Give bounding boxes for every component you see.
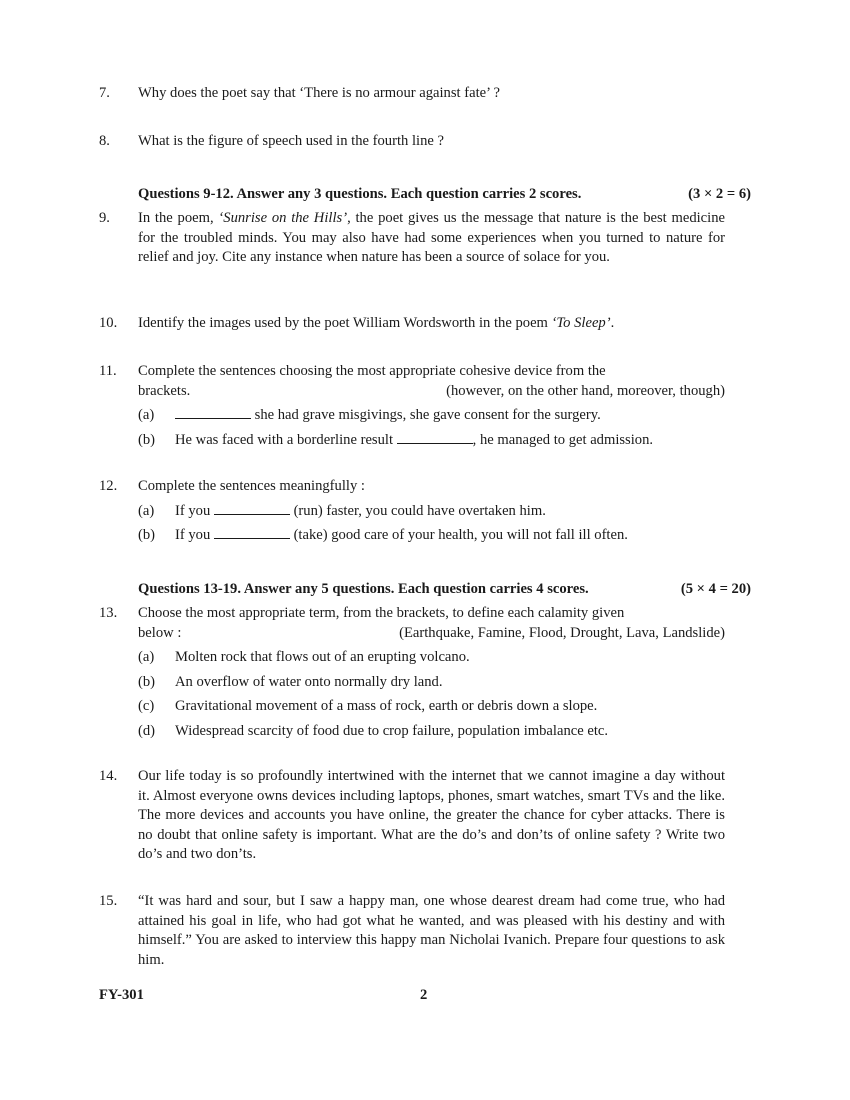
question-text: In the poem, ‘Sunrise on the Hills’, the poet gives us the message that nature is the best medicine for the troubled minds. You may also have had some experiences when you turned to nature for relief and joy. Cite any instance when nature has been a source of solace for you. [138, 210, 725, 265]
question-text: Choose the most appropriate term, from the brackets, to define each calamity given below : (Earthquake, Famine, Flood, Drought, Lava, Landslide) (a) Molten rock that flows out of an erupting volcano. (b) An overflow of water onto normally dry land. (c) Gravitational movement of a mass of rock, earth or debris down a slope. (d) Widespread scarcity of food due to crop failure, population imbalance etc. [138, 604, 725, 741]
question-number: 15. [99, 893, 118, 909]
sub-question-c: (c) Gravitational movement of a mass of rock, earth or debris down a slope. [138, 697, 725, 717]
section-instructions: Questions 9-12. Answer any 3 questions. Each question carries 2 scores. [138, 186, 582, 202]
answer-blank [214, 526, 290, 539]
sub-label: (b) [138, 527, 156, 543]
question-8 [99, 132, 725, 152]
sub-label: (a) [138, 649, 155, 665]
page-number: 2 [420, 987, 428, 1003]
sub-label: (d) [138, 722, 156, 739]
question-number: 9. [99, 210, 110, 226]
question-7 [99, 84, 725, 104]
question-15 [99, 892, 725, 970]
sub-question-b: (b) He was faced with a borderline result , he managed to get admission. [138, 431, 725, 451]
sub-question-a: (a) If you (run) faster, you could have overtaken him. [138, 502, 725, 522]
question-text: Complete the sentences choosing the most appropriate cohesive device from the brackets. (however, on the other hand, moreover, though) (a) she had grave misgivings, she gave consent for the surgery. (b) He was faced with a borderline result , he managed to get admission. [138, 362, 725, 450]
sub-question-d: (d) Widespread scarcity of food due to crop failure, population imbalance etc. [138, 722, 725, 742]
section-marks: (5 × 4 = 20) [680, 581, 751, 597]
answer-blank [175, 406, 251, 419]
section-heading-9-12 [138, 185, 751, 205]
question-text: Identify the images used by the poet William Wordsworth in the poem ‘To Sleep’. [138, 315, 615, 331]
options-list: (Earthquake, Famine, Flood, Drought, Lava, Landslide) [399, 624, 725, 641]
question-text: Our life today is so profoundly intertwined with the internet that we cannot imagine a day without it. Almost everyone owns devices including laptops, phones, smart watches, smart TVs and the like. The more devices and accounts you have online, the greater the chance for cyber attacks. There is no doubt that online safety is important. What are the do’s and don’ts of online safety ? Write two do’s and two don’ts. [138, 768, 725, 862]
section-marks: (3 × 2 = 6) [688, 186, 751, 202]
sub-label: (a) [138, 502, 155, 519]
sub-question-a: (a) Molten rock that flows out of an erupting volcano. [138, 648, 725, 668]
sub-label: (c) [138, 698, 155, 714]
question-number: 11. [99, 363, 117, 379]
options-list: (however, on the other hand, moreover, though) [446, 382, 725, 399]
question-11 [99, 362, 725, 450]
question-number: 7. [99, 85, 110, 101]
answer-blank [214, 502, 290, 515]
poem-title: ‘Sunrise on the Hills’ [218, 210, 348, 226]
question-9 [99, 209, 725, 268]
question-text: Why does the poet say that ‘There is no armour against fate’ ? [138, 85, 501, 101]
sub-question-b: (b) An overflow of water onto normally dry land. [138, 673, 725, 693]
answer-blank [397, 431, 473, 444]
sub-label: (a) [138, 407, 155, 423]
question-14 [99, 767, 725, 865]
sub-question-a: (a) she had grave misgivings, she gave consent for the surgery. [138, 406, 725, 426]
question-text: What is the figure of speech used in the fourth line ? [138, 133, 444, 149]
sub-question-b: (b) If you (take) good care of your health, you will not fall ill often. [138, 526, 725, 546]
sub-label: (b) [138, 431, 156, 448]
question-13 [99, 604, 725, 741]
question-number: 13. [99, 605, 118, 621]
sub-label: (b) [138, 673, 156, 690]
question-number: 14. [99, 768, 118, 784]
question-text: Complete the sentences meaningfully : (a) If you (run) faster, you could have overtaken him. (b) If you (take) good care of your health, you will not fall ill often. [138, 477, 725, 546]
question-text: “It was hard and sour, but I saw a happy man, one whose dearest dream had come true, who had attained his goal in life, who had got what he wanted, and was pleased with his destiny and with himself.” You are asked to interview this happy man Nicholai Ivanich. Prepare four questions to ask him. [138, 893, 725, 968]
question-10 [99, 314, 725, 334]
question-number: 10. [99, 315, 118, 331]
section-instructions: Questions 13-19. Answer any 5 questions. Each question carries 4 scores. [138, 581, 589, 597]
question-number: 8. [99, 133, 110, 149]
question-number: 12. [99, 478, 118, 494]
question-12 [99, 477, 725, 546]
poem-title: ‘To Sleep’ [551, 315, 611, 331]
section-heading-13-19 [138, 580, 751, 600]
paper-code: FY-301 [99, 987, 144, 1003]
